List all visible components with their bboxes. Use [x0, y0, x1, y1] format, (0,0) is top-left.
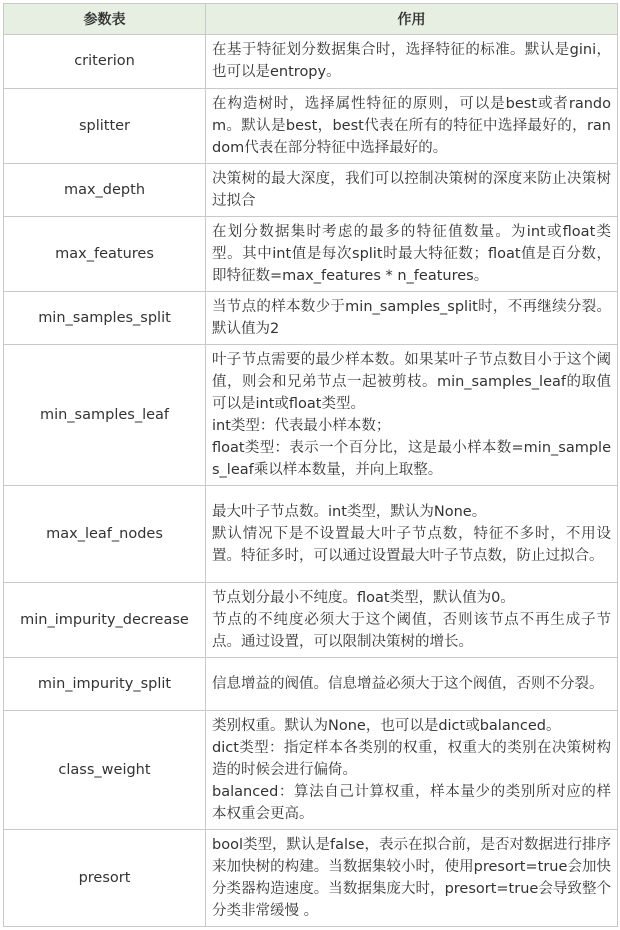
param-description	[206, 217, 618, 292]
table-row	[4, 830, 618, 927]
table-row	[4, 292, 618, 345]
table-row	[4, 486, 618, 583]
description-line: balanced：算法自己计算权重，样本量少的类别所对应的样本权重会更高。	[212, 783, 611, 822]
table-row	[4, 89, 618, 164]
description-line: 决策树的最大深度，我们可以控制决策树的深度来防止决策树过拟合	[212, 170, 611, 209]
table-row	[4, 35, 618, 89]
param-description	[206, 345, 618, 486]
param-description	[206, 583, 618, 658]
header-purpose: 作用	[206, 4, 618, 35]
description-line: float类型：表示一个百分比，这是最小样本数=min_samples_leaf乘以样本数量，并向上取整。	[212, 439, 611, 478]
description-line: bool类型，默认是false，表示在拟合前，是否对数据进行排序来加快树的构建。当数据集较小时，使用presort=true会加快分类器构造速度。当数据集庞大时，presort=true会导致整个分类非常缓慢 。	[212, 836, 611, 919]
param-name: splitter	[4, 89, 206, 164]
description-line: 类别权重。默认为None，也可以是dict或balanced。	[212, 717, 561, 734]
param-name: max_leaf_nodes	[4, 486, 206, 583]
table-row	[4, 217, 618, 292]
description-line: 在构造树时，选择属性特征的原则，可以是best或者random。默认是best，best代表在所有的特征中选择最好的，random代表在部分特征中选择最好的。	[212, 95, 611, 156]
description-line: 默认情况下是不设置最大叶子节点数，特征不多时，不用设置。特征多时，可以通过设置最大叶子节点数，防止过拟合。	[212, 525, 611, 564]
param-name: min_impurity_split	[4, 658, 206, 711]
table-row	[4, 658, 618, 711]
param-name: min_impurity_decrease	[4, 583, 206, 658]
param-description	[206, 164, 618, 217]
param-name: max_depth	[4, 164, 206, 217]
param-name: presort	[4, 830, 206, 927]
table-header-row	[4, 4, 618, 35]
param-description	[206, 711, 618, 830]
parameter-table-container	[3, 3, 617, 927]
param-name: class_weight	[4, 711, 206, 830]
description-line: int类型：代表最小样本数；	[212, 417, 391, 434]
description-line: 最大叶子节点数。int类型，默认为None。	[212, 503, 487, 520]
description-line: 在基于特征划分数据集合时，选择特征的标准。默认是gini，也可以是entropy。	[212, 42, 611, 80]
description-line: 节点的不纯度必须大于这个阈值，否则该节点不再生成子节点。通过设置，可以限制决策树的增长。	[212, 611, 611, 650]
param-name: min_samples_leaf	[4, 345, 206, 486]
parameter-table	[3, 3, 618, 927]
description-line: 当节点的样本数少于min_samples_split时，不再继续分裂。默认值为2	[212, 298, 611, 337]
param-description	[206, 658, 618, 711]
param-description	[206, 486, 618, 583]
param-description	[206, 35, 618, 89]
param-name: criterion	[4, 35, 206, 89]
description-line: 节点划分最小不纯度。float类型，默认值为0。	[212, 589, 515, 606]
description-line: dict类型：指定样本各类别的权重，权重大的类别在决策树构造的时候会进行偏倚。	[212, 739, 611, 778]
description-line: 在划分数据集时考虑的最多的特征值数量。为int或float类型。其中int值是每次split时最大特征数；float值是百分数，即特征数=max_features * n_features。	[212, 223, 611, 284]
description-line: 叶子节点需要的最少样本数。如果某叶子节点数目小于这个阈值，则会和兄弟节点一起被剪枝。min_samples_leaf的取值可以是int或float类型。	[212, 351, 611, 412]
param-name: max_features	[4, 217, 206, 292]
table-row	[4, 164, 618, 217]
param-name: min_samples_split	[4, 292, 206, 345]
header-param: 参数表	[4, 4, 206, 35]
param-description	[206, 292, 618, 345]
param-description	[206, 89, 618, 164]
table-row	[4, 345, 618, 486]
table-row	[4, 583, 618, 658]
param-description	[206, 830, 618, 927]
description-line: 信息增益的阀值。信息增益必须大于这个阀值，否则不分裂。	[212, 675, 604, 692]
table-row	[4, 711, 618, 830]
